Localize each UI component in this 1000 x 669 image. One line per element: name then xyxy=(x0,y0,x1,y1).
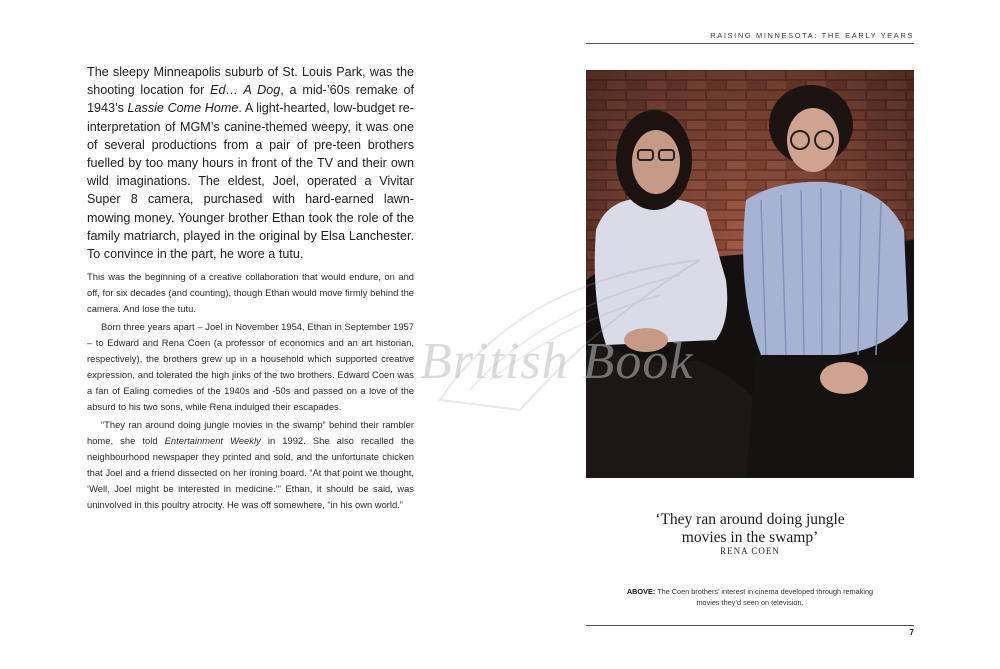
body-paragraph-2: Born three years apart – Joel in November 1954, Ethan in September 1957 – to Edward and Rena Coen (a professor of economics and an art historian, respectively), the brothers grew up in a household which supported creative expression, and tolerated the high jinks of the two brothers. Edward Coen was a fan of Ealing comedies of the 1940s and -50s and passed on a love of the absurd to his two sons, while Rena indulged their escapades. xyxy=(87,321,414,412)
film-title-ed-a-dog: Ed… A Dog xyxy=(210,83,281,98)
body-p3-text-2: in 1992. She also recalled the neighbourhood newspaper they printed and sold, and the unfortunate chicken that Joel and a friend dissected on her ironing board. “At that point we thought, ‘Well, Joel might be interested in medicine.’” Ethan, it should be said, was uninvolved in this poultry atrocity. He was off somewhere, “in his own world.” xyxy=(87,435,414,510)
photo-illustration xyxy=(586,70,914,478)
header-rule xyxy=(586,43,914,44)
film-title-lassie: Lassie Come Home xyxy=(127,101,239,116)
caption-label: ABOVE: xyxy=(626,587,656,596)
lead-text-1: The sleepy Minneapolis suburb of St. Louis Park, was the shooting location for xyxy=(87,65,414,98)
lead-text-2: , a mid-’60s remake of 1943’s xyxy=(87,83,414,116)
pull-quote xyxy=(586,511,914,546)
body-p3-text-1: “They ran around doing jungle movies in the swamp” behind their rambler home, she told xyxy=(87,419,414,446)
body-paragraph-1: This was the beginning of a creative collaboration that would endure, on and off, for six decades (and counting), though Ethan would move firmly behind the camera. And lose the tutu. xyxy=(87,271,414,314)
photo-caption xyxy=(620,586,880,608)
page-number: 7 xyxy=(909,628,914,637)
caption-text: The Coen brothers’ interest in cinema developed through remaking movies they’d seen on television. xyxy=(655,587,874,607)
coen-brothers-photo xyxy=(586,70,914,478)
pull-quote-line-2: movies in the swamp’ xyxy=(681,528,819,546)
footer-rule xyxy=(586,625,914,626)
lead-paragraph xyxy=(87,63,414,263)
running-head: RAISING MINNESOTA: THE EARLY YEARS xyxy=(710,31,914,40)
pull-quote-line-1: ‘They ran around doing jungle xyxy=(655,511,845,528)
watermark-text: British Book xyxy=(420,333,694,390)
body-paragraph-3 xyxy=(87,417,414,513)
magazine-title: Entertainment Weekly xyxy=(164,435,261,446)
lead-text-3: . A light-hearted, low-budget re-interpretation of MGM’s canine-themed weepy, it was one of several productions from a pair of pre-teen brothers fuelled by too many hours in front of the TV and their own wild imaginations. The eldest, Joel, operated a Vivitar Super 8 camera, purchased with hard-earned lawn-mowing money. Younger brother Ethan took the role of the family matriarch, played in the original by Elsa Lanchester. To convince in the part, he wore a tutu. xyxy=(87,101,414,262)
quote-attribution: RENA COEN xyxy=(720,546,780,556)
body-text xyxy=(87,269,414,513)
